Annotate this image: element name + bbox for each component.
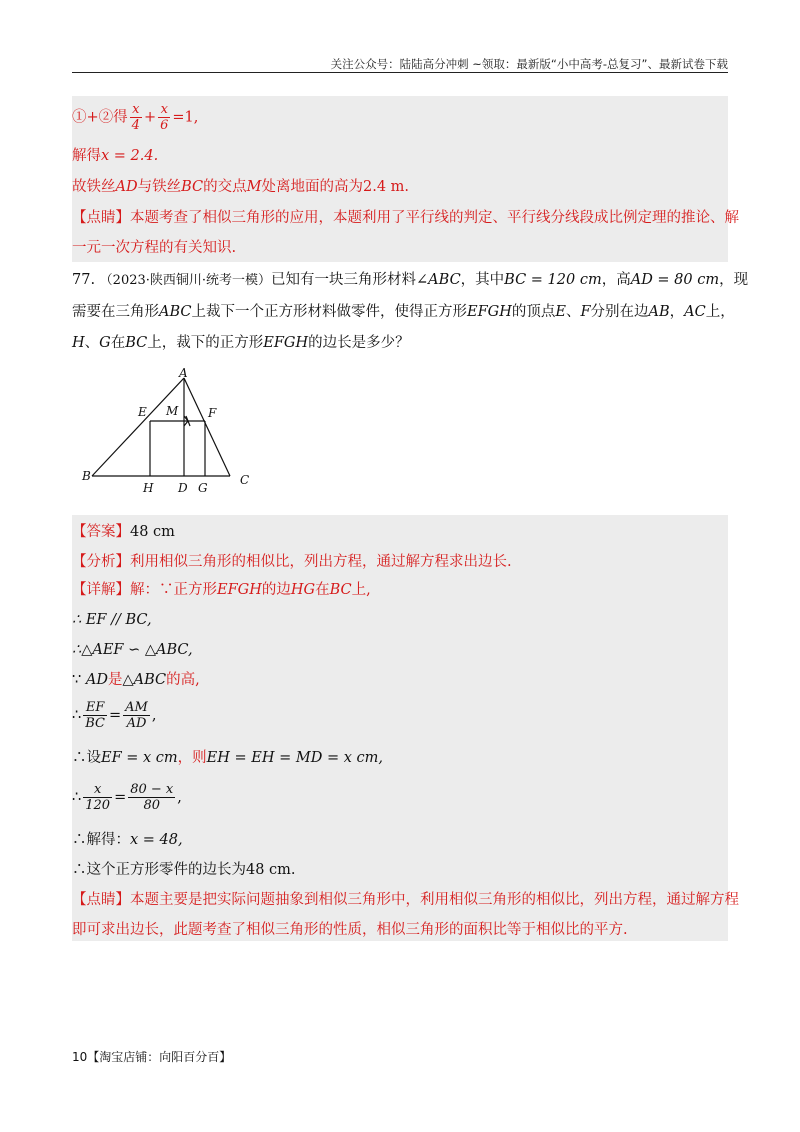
step-7: ∴解得：x = 48, (72, 832, 183, 848)
point-line-2: 即可求出边长，此题考查了相似三角形的性质，相似三角形的面积比等于相似比的平方. (72, 922, 628, 938)
label-f: F (208, 406, 217, 420)
comment-line-2: 一元一次方程的有关知识. (72, 240, 237, 256)
equation-line-1: ①+②得 $\frac{x}{4}$ + $\frac{x}{6}$ =1, (72, 102, 199, 133)
label-m: M (166, 404, 179, 418)
label-g: G (198, 481, 208, 495)
point-line-1: 【点睛】本题主要是把实际问题抽象到相似三角形中，利用相似三角形的相似比，列出方程，通过解方程 (72, 892, 739, 908)
answer-line: 【答案】48 cm (72, 524, 175, 540)
problem-line-3: H、G在BC上，裁下的正方形EFGH的边长是多少？ (72, 335, 410, 351)
problem-line-2: 需要在三角形ABC上裁下一个正方形材料做零件，使得正方形EFGH的顶点E、F分别在边AB，AC上， (72, 304, 735, 320)
detail-line: 【详解】解：∵正方形EFGH的边HG在BC上, (72, 582, 371, 598)
label-d: D (178, 481, 188, 495)
page-number: 10 (72, 1050, 88, 1064)
conclusion-line: 故铁丝AD与铁丝BC的交点M处离地面的高为2.4 m. (72, 179, 410, 195)
side-ab (92, 378, 184, 476)
label-e: E (138, 405, 147, 419)
analysis-line: 【分析】利用相似三角形的相似比，列出方程，通过解方程求出边长. (72, 554, 512, 570)
page-header: 关注公众号：陆陆高分冲刺 ~领取：最新版“小中高考-总复习”、最新试卷下载 (330, 57, 728, 71)
label-b: B (82, 469, 91, 483)
triangle-figure (80, 368, 280, 498)
step-2: ∴△AEF ∽ △ABC, (72, 642, 193, 658)
step-8: ∴这个正方形零件的边长为48 cm. (72, 862, 296, 878)
side-ac (184, 378, 230, 476)
label-c: C (240, 473, 250, 487)
label-h: H (143, 481, 154, 495)
solve-line: 解得x = 2.4. (72, 148, 159, 164)
step-4: ∴ $\frac{EF}{BC}$ = $\frac{AM}{AD}$ , (72, 700, 157, 731)
label-a: A (179, 368, 188, 380)
problem-line-1: 77. （2023·陕西铜川·统考一模）已知有一块三角形材料∠ABC，其中BC = 120 cm，高AD = 80 cm，现 (72, 272, 749, 288)
step-6: ∴ $\frac{x}{120}$ = $\frac{80 - x}{80}$ , (72, 782, 182, 813)
page-footer: 10【淘宝店铺：向阳百分百】 (72, 1050, 232, 1064)
comment-line-1: 【点睛】本题考查了相似三角形的应用，本题利用了平行线的判定、平行线分线段成比例定理的推论、解 (72, 210, 739, 226)
step-3: ∵ AD是△ABC的高, (72, 672, 200, 688)
step-1: ∴ EF // BC, (72, 612, 152, 628)
header-rule (72, 72, 728, 73)
step-5: ∴设EF = x cm，则EH = EH = MD = x cm, (72, 750, 383, 766)
